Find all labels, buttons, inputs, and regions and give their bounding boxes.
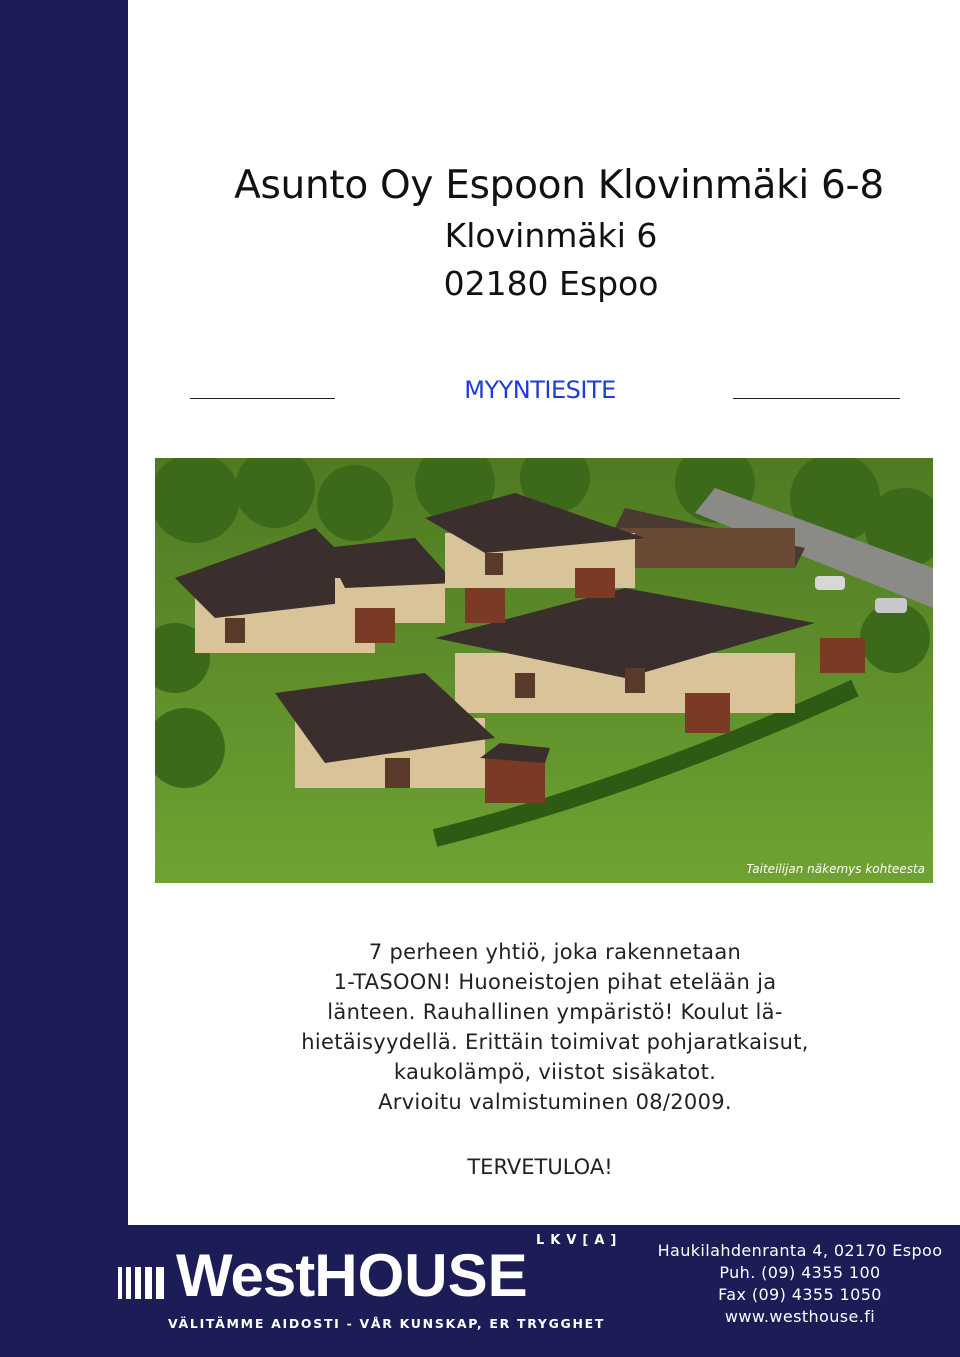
speed-lines-icon: [118, 1263, 178, 1303]
contact-website[interactable]: www.westhouse.fi: [724, 1307, 876, 1326]
lkv-mark: LKV[A]: [536, 1233, 623, 1248]
westhouse-logo: [118, 1233, 628, 1343]
section-label: MYYNTIESITE: [464, 376, 616, 404]
contact-info: [650, 1240, 950, 1328]
title-block: [128, 160, 960, 308]
side-band: [0, 0, 128, 1357]
brand-house: HOUSE: [314, 1242, 528, 1309]
divider-right: [733, 398, 900, 399]
welcome-text: TERVETULOA!: [467, 1155, 613, 1179]
description-line: länteen. Rauhallinen ympäristö! Koulut lä-: [327, 1000, 783, 1024]
property-title: Asunto Oy Espoon Klovinmäki 6-8: [234, 163, 884, 208]
brand-name: [176, 1241, 528, 1311]
rendering-illustration: [155, 458, 933, 883]
brand-slogan: VÄLITÄMME AIDOSTI - VÅR KUNSKAP, ER TRYGGHET: [168, 1316, 606, 1331]
property-rendering: [155, 458, 933, 883]
contact-fax: Fax (09) 4355 1050: [718, 1285, 882, 1304]
description-line: 1-TASOON! Huoneistojen pihat etelään ja: [333, 970, 777, 994]
divider-left: [190, 398, 335, 399]
postal-address: 02180 Espoo: [443, 264, 659, 303]
description-line: hietäisyydellä. Erittäin toimivat pohjaratkaisut,: [301, 1030, 809, 1054]
description-line: 7 perheen yhtiö, joka rakennetaan: [368, 940, 742, 964]
description-line: Arvioitu valmistuminen 08/2009.: [378, 1090, 732, 1114]
street-address: Klovinmäki 6: [444, 216, 658, 255]
description-line: kaukolämpö, viistot sisäkatot.: [393, 1060, 717, 1084]
description: [210, 937, 900, 1117]
photo-caption: Taiteilijan näkemys kohteesta: [746, 862, 925, 876]
contact-address: Haukilahdenranta 4, 02170 Espoo: [657, 1241, 943, 1260]
contact-phone: Puh. (09) 4355 100: [719, 1263, 881, 1282]
brand-west: West: [176, 1242, 315, 1309]
